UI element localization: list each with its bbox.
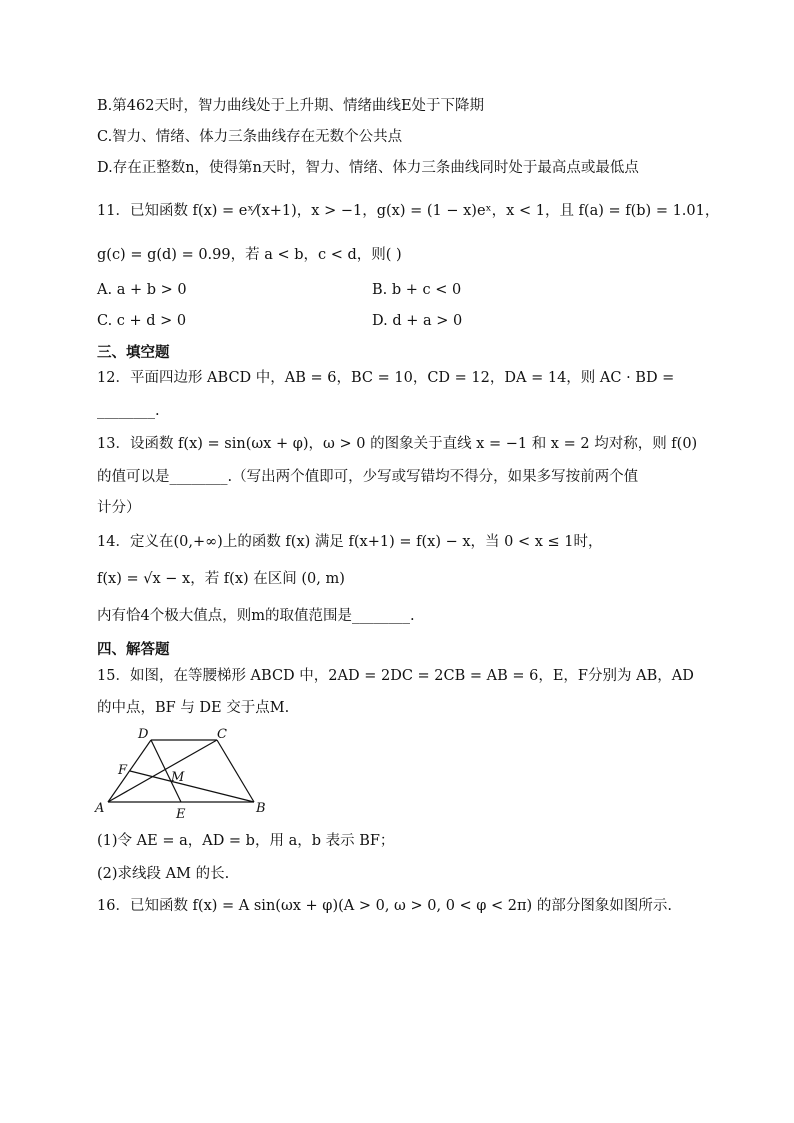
q13-line3: 计分） xyxy=(97,500,141,516)
section-fill-in: 三、填空题 xyxy=(97,345,170,361)
label-d: D xyxy=(138,727,149,742)
q12-line2: ________. xyxy=(97,403,160,419)
q13-line1: 13．设函数 f(x) = sin(ωx + φ)，ω > 0 的图象关于直线 x = −1 和 x = 2 均对称，则 f(0) xyxy=(97,436,698,452)
q14-line1: 14．定义在(0,+∞)上的函数 f(x) 满足 f(x+1) = f(x) − x，当 0 < x ≤ 1时， xyxy=(97,534,603,550)
q14-line2: f(x) = √x − x，若 f(x) 在区间 (0, m) xyxy=(97,571,345,587)
q12-line1: 12．平面四边形 ABCD 中，AB = 6，BC = 10，CD = 12，DA = 14，则 AC · BD = xyxy=(97,370,675,386)
q15-part1: (1)令 AE = a，AD = b，用 a，b 表示 BF； xyxy=(97,833,395,849)
q11-option-d: D. d + a > 0 xyxy=(372,313,463,329)
q11-stem-line1: 11．已知函数 f(x) = eˣ⁄(x+1)，x > −1，g(x) = (1 − x)eˣ，x < 1，且 f(a) = f(b) = 1.01， xyxy=(97,203,720,219)
label-a: A xyxy=(95,801,105,816)
section-solutions: 四、解答题 xyxy=(97,642,170,658)
trapezoid-figure xyxy=(92,726,282,821)
q10-option-c: C.智力、情绪、体力三条曲线存在无数个公共点 xyxy=(97,129,403,145)
q15-line1: 15．如图，在等腰梯形 ABCD 中，2AD = 2DC = 2CB = AB = 6，E，F分别为 AB，AD xyxy=(97,668,694,684)
q16-line1: 16．已知函数 f(x) = A sin(ωx + φ)(A > 0, ω > 0, 0 < φ < 2π) 的部分图象如图所示. xyxy=(97,898,672,914)
label-f: F xyxy=(118,763,128,778)
label-c: C xyxy=(217,727,227,742)
q13-line2: 的值可以是________.（写出两个值即可，少写或写错均不得分，如果多写按前两个值 xyxy=(97,469,639,485)
q11-stem-line2: g(c) = g(d) = 0.99，若 a < b，c < d，则( ) xyxy=(97,247,402,263)
label-b: B xyxy=(256,801,266,816)
q14-line3: 内有恰4个极大值点，则m的取值范围是________. xyxy=(97,608,415,624)
q11-option-a: A. a + b > 0 xyxy=(97,282,187,298)
q15-line2: 的中点，BF 与 DE 交于点M. xyxy=(97,700,290,716)
q10-option-d: D.存在正整数n，使得第n天时，智力、情绪、体力三条曲线同时处于最高点或最低点 xyxy=(97,160,639,176)
q10-option-b: B.第462天时，智力曲线处于上升期、情绪曲线E处于下降期 xyxy=(97,98,485,114)
label-e: E xyxy=(176,807,186,821)
label-m: M xyxy=(171,770,185,785)
q11-option-c: C. c + d > 0 xyxy=(97,313,187,329)
q11-option-b: B. b + c < 0 xyxy=(372,282,462,298)
q15-part2: (2)求线段 AM 的长. xyxy=(97,866,230,882)
